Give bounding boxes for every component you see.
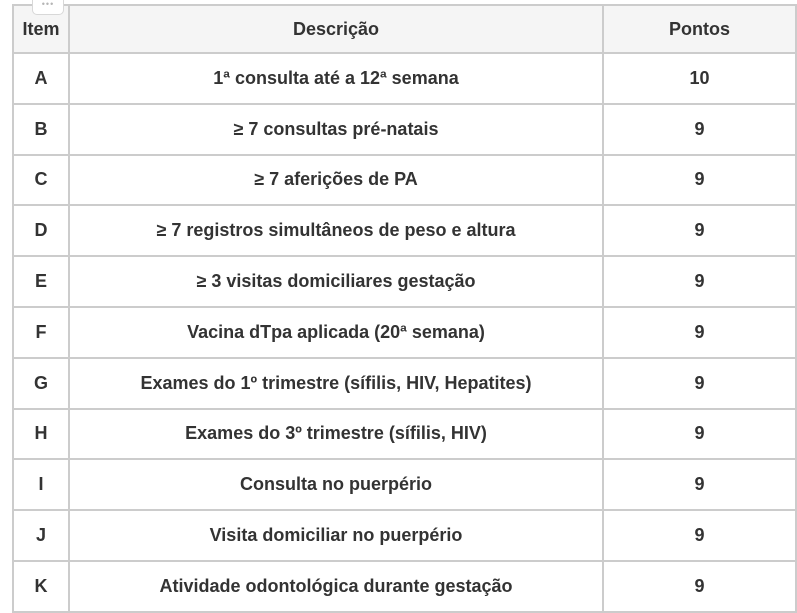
cell-descricao: ≥ 7 registros simultâneos de peso e altura [69,205,603,256]
cell-descricao: Consulta no puerpério [69,459,603,510]
cell-descricao: ≥ 7 aferições de PA [69,155,603,206]
table-row [13,561,796,612]
cell-pontos: 9 [603,104,796,155]
cell-descricao: Atividade odontológica durante gestação [69,561,603,612]
header-pontos: Pontos [603,5,796,53]
header-descricao: Descrição [69,5,603,53]
table-row [13,409,796,460]
table-row [13,510,796,561]
table-row [13,307,796,358]
header-item: Item [13,5,69,53]
cell-pontos: 10 [603,53,796,104]
table-row [13,459,796,510]
cell-pontos: 9 [603,358,796,409]
table-row [13,53,796,104]
table-row [13,256,796,307]
table-container [12,0,796,613]
cell-pontos: 9 [603,510,796,561]
cell-pontos: 9 [603,205,796,256]
cell-descricao: Exames do 3º trimestre (sífilis, HIV) [69,409,603,460]
cell-item: F [13,307,69,358]
table-row [13,104,796,155]
table-row [13,155,796,206]
cell-item: K [13,561,69,612]
table-row [13,205,796,256]
cell-descricao: 1ª consulta até a 12ª semana [69,53,603,104]
cell-item: G [13,358,69,409]
header-row [13,5,796,53]
cell-descricao: Vacina dTpa aplicada (20ª semana) [69,307,603,358]
cell-descricao: ≥ 7 consultas pré-natais [69,104,603,155]
cell-pontos: 9 [603,307,796,358]
cell-item: H [13,409,69,460]
cell-descricao: ≥ 3 visitas domiciliares gestação [69,256,603,307]
score-table [12,4,797,613]
cell-pontos: 9 [603,459,796,510]
cell-descricao: Visita domiciliar no puerpério [69,510,603,561]
cell-pontos: 9 [603,155,796,206]
cell-descricao: Exames do 1º trimestre (sífilis, HIV, Hepatites) [69,358,603,409]
cell-item: D [13,205,69,256]
cell-item: I [13,459,69,510]
cell-pontos: 9 [603,256,796,307]
cell-item: E [13,256,69,307]
cell-item: J [13,510,69,561]
cell-item: B [13,104,69,155]
table-row [13,358,796,409]
cell-pontos: 9 [603,561,796,612]
drag-handle-icon[interactable]: ••• [32,0,64,15]
cell-pontos: 9 [603,409,796,460]
cell-item: C [13,155,69,206]
cell-item: A [13,53,69,104]
